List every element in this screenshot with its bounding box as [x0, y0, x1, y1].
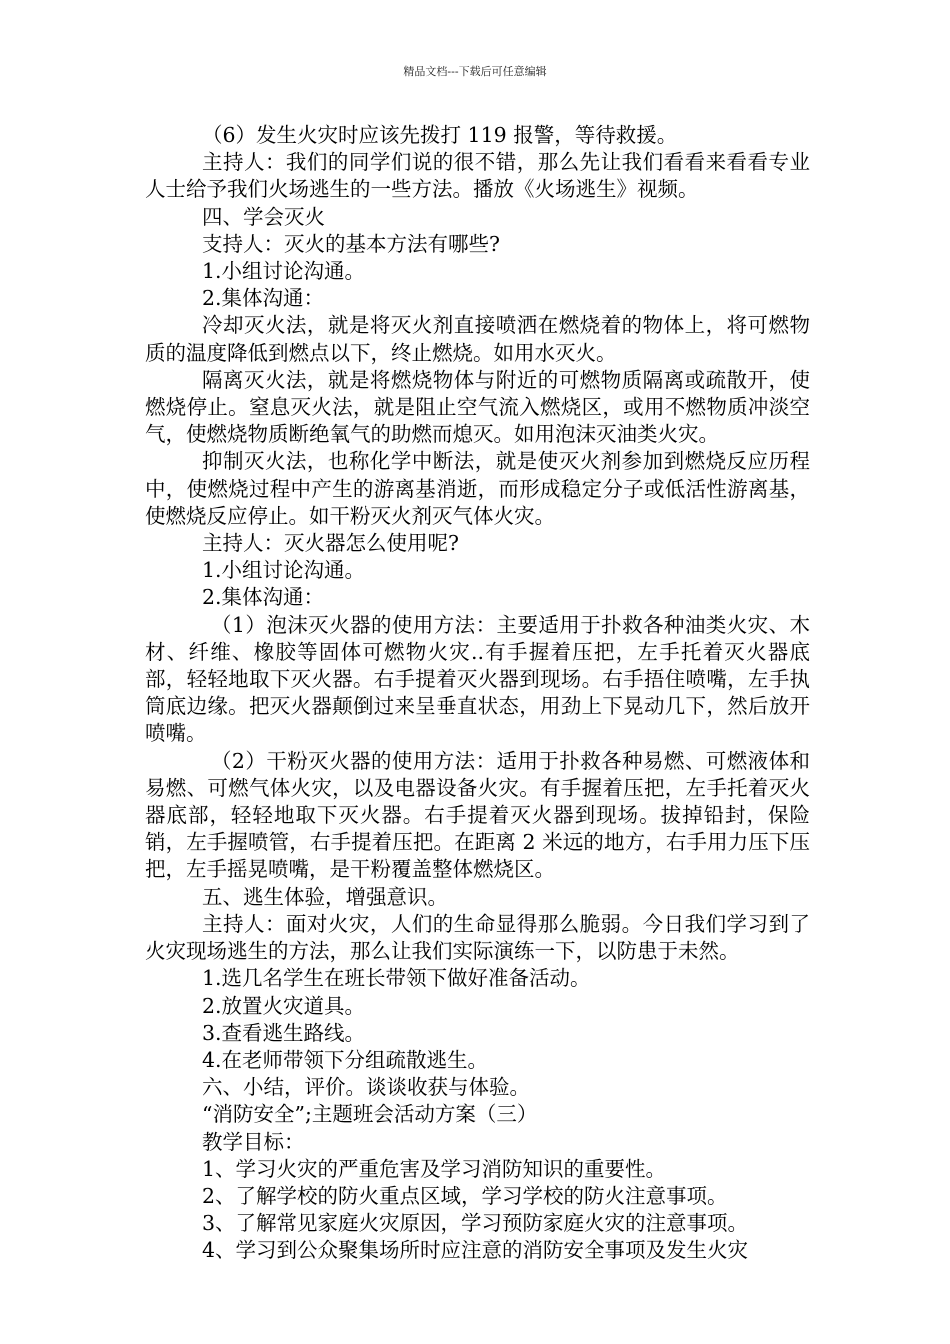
paragraph: （2）干粉灭火器的使用方法：适用于扑救各种易燃、可燃液体和易燃、可燃气体火灾，以及电器设备火灾。有手握着压把，左手托着灭火器底部，轻轻地取下灭火器。右手提着灭火器到现场。拔掉铅封，保险销，左手握喷管，右手提着压把。在距离 2 米远的地方，右手用力压下压把，左手摇晃喷嘴，是干粉覆盖整体燃烧区。 — [145, 748, 810, 882]
paragraph: 冷却灭火法，就是将灭火剂直接喷洒在燃烧着的物体上，将可燃物质的温度降低到燃点以下，终止燃烧。如用水灭火。 — [145, 313, 810, 365]
section-heading: 六、小结，评价。谈谈收获与体验。 — [202, 1075, 530, 1100]
list-item: 2.放置火灾道具。 — [202, 993, 366, 1018]
document-body — [145, 122, 810, 1265]
paragraph: （1）泡沫灭火器的使用方法：主要适用于扑救各种油类火灾、木材、纤维、橡胶等固体可燃物火灾..有手握着压把，左手托着灭火器底部，轻轻地取下灭火器。右手提着灭火器到现场。右手捂住喷嘴，左手执筒底边缘。把灭火器颠倒过来呈垂直状态，用劲上下晃动几下，然后放开喷嘴。 — [145, 612, 810, 746]
page-header: 精品文档---下载后可任意编辑 — [403, 65, 547, 78]
list-item: 3.查看逃生路线。 — [202, 1020, 366, 1045]
list-item: 4.在老师带领下分组疏散逃生。 — [202, 1047, 489, 1072]
paragraph: 支持人：灭火的基本方法有哪些? — [202, 231, 500, 256]
list-item: 3、了解常见家庭火灾原因，学习预防家庭火灾的注意事项。 — [202, 1211, 749, 1236]
list-item: 2.集体沟通： — [202, 286, 325, 311]
paragraph: 主持人：面对火灾，人们的生命显得那么脆弱。今日我们学习到了火灾现场逃生的方法，那么让我们实际演练一下，以防患于未然。 — [145, 911, 810, 964]
list-item: 1、学习火灾的严重危害及学习消防知识的重要性。 — [202, 1156, 667, 1181]
paragraph: 主持人：我们的同学们说的很不错，那么先让我们看看来看看专业人士给予我们火场逃生的一些方法。播放《火场逃生》视频。 — [145, 150, 810, 202]
paragraph: 主持人：灭火器怎么使用呢? — [202, 531, 459, 556]
section-heading: 五、逃生体验，增强意识。 — [202, 884, 448, 909]
section-heading: “消防安全”;主题班会活动方案（三） — [202, 1102, 538, 1127]
list-item: 1.小组讨论沟通。 — [202, 558, 366, 583]
list-item: 4、学习到公众聚集场所时应注意的消防安全事项及发生火灾 — [202, 1238, 749, 1263]
paragraph: 隔离灭火法，就是将燃烧物体与附近的可燃物质隔离或疏散开，使燃烧停止。窒息灭火法，就是阻止空气流入燃烧区，或用不燃物质冲淡空气，使燃烧物质断绝氧气的助燃而熄灭。如用泡沫灭油类火灾。 — [145, 367, 810, 447]
list-item: 2、了解学校的防火重点区域，学习学校的防火注意事项。 — [202, 1183, 728, 1208]
section-heading: 四、学会灭火 — [202, 204, 325, 229]
paragraph: 教学目标： — [202, 1129, 305, 1154]
list-item: 1.小组讨论沟通。 — [202, 259, 366, 284]
list-item: 2.集体沟通： — [202, 585, 325, 610]
paragraph: 抑制灭火法，也称化学中断法，就是使灭火剂参加到燃烧反应历程中，使燃烧过程中产生的游离基消逝，而形成稳定分子或低活性游离基，使燃烧反应停止。如干粉灭火剂灭气体火灾。 — [145, 449, 810, 528]
list-item: 1.选几名学生在班长带领下做好准备活动。 — [202, 966, 591, 991]
paragraph: （6）发生火灾时应该先拨打 119 报警，等待救援。 — [202, 123, 678, 147]
